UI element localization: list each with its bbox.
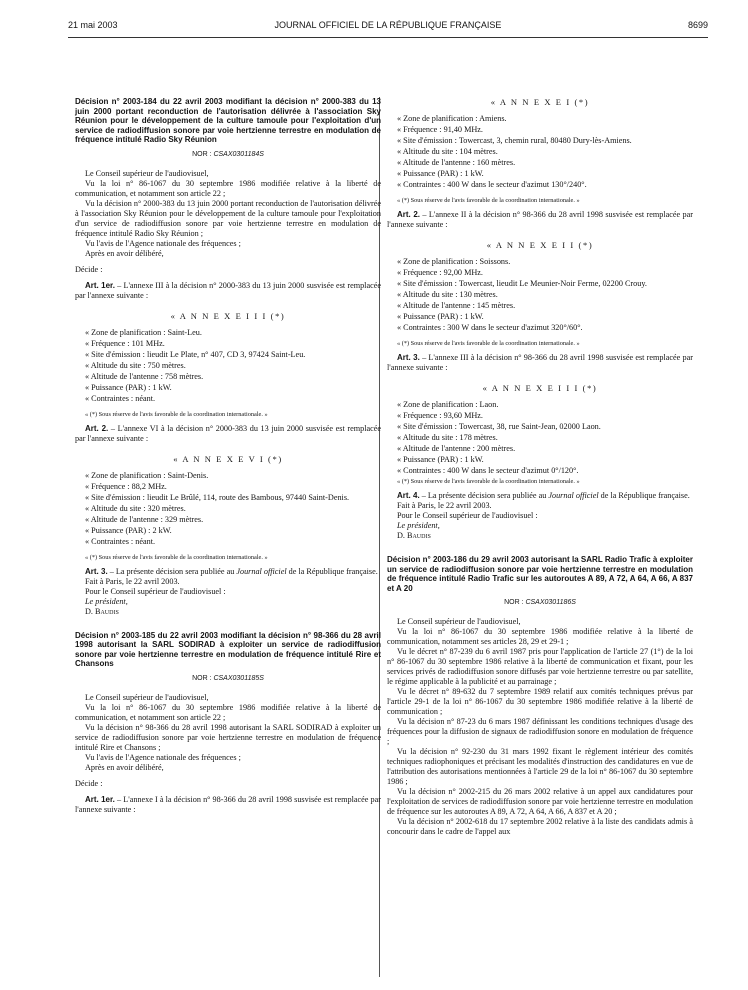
annex-item: « Altitude du site : 320 mètres.: [85, 503, 186, 513]
annex-item: « Altitude de l'antenne : 160 mètres.: [397, 158, 516, 167]
paragraph: Vu l'avis de l'Agence nationale des fréquences ;: [85, 752, 241, 762]
annex-item: « Altitude du site : 104 mètres.: [397, 147, 498, 156]
annex-title: « A N N E X E V I (*): [173, 453, 283, 464]
article-3: Art. 3. – L'annexe III à la décision n° 98-366 du 28 avril 1998 susvisée est remplacée par l'annexe suivante :: [387, 353, 693, 372]
annex-item: « Altitude de l'antenne : 758 mètres.: [85, 371, 204, 381]
paragraph: Après en avoir délibéré,: [85, 762, 164, 772]
paragraph: Vu la loi n° 86-1067 du 30 septembre 1986 modifiée relative à la liberté de communication, et notamment son article 22 ;: [75, 702, 381, 722]
annex-note: « (*) Sous réserve de l'avis favorable de la coordination internationale. »: [85, 410, 268, 418]
annex-item: « Fréquence : 92,00 MHz.: [397, 268, 483, 277]
annex-item: « Contraintes : 400 W dans le secteur d'azimut 0°/120°.: [397, 466, 579, 475]
article-3: Art. 3. – La présente décision sera publiée au Journal officiel de la République française.: [85, 566, 378, 576]
annex-item: « Fréquence : 93,60 MHz.: [397, 411, 483, 420]
annex-item: « Puissance (PAR) : 2 kW.: [85, 525, 172, 535]
annex-title: « A N N E X E I I I (*): [482, 383, 598, 393]
annex-item: « Zone de planification : Laon.: [397, 400, 499, 409]
annex-item: « Fréquence : 91,40 MHz.: [397, 125, 483, 134]
paragraph: Le Conseil supérieur de l'audiovisuel,: [85, 692, 209, 702]
annex-item: « Zone de planification : Soissons.: [397, 257, 511, 266]
signature-name: D. Baudis: [397, 531, 431, 540]
paragraph: Vu la loi n° 86-1067 du 30 septembre 1986 modifiée relative à la liberté de communication, notamment ses articles 28, 29 et 29-1 ;: [387, 627, 693, 646]
journal-title: JOURNAL OFFICIEL DE LA RÉPUBLIQUE FRANÇAISE: [274, 20, 502, 30]
annex-item: « Puissance (PAR) : 1 kW.: [397, 455, 484, 464]
annex-item: « Altitude de l'antenne : 145 mètres.: [397, 301, 516, 310]
signature-line: Pour le Conseil supérieur de l'audiovisuel :: [85, 586, 226, 596]
annex-note: « (*) Sous réserve de l'avis favorable de la coordination internationale. »: [85, 553, 268, 561]
done-at: Fait à Paris, le 22 avril 2003.: [85, 576, 180, 586]
header-rule: [68, 37, 708, 38]
annex-item: « Puissance (PAR) : 1 kW.: [397, 169, 484, 178]
decide-label: Décide :: [75, 264, 103, 274]
decide-label: Décide :: [75, 778, 103, 788]
page-number: 8699: [687, 20, 708, 30]
article-1: Art. 1er. – L'annexe I à la décision n° 98-366 du 28 avril 1998 susvisée est remplacée par l'annexe suivante :: [75, 794, 381, 814]
annex-item: « Fréquence : 101 MHz.: [85, 338, 165, 348]
signature-name: D. Baudis: [85, 606, 119, 616]
annex-item: « Zone de planification : Saint-Leu.: [85, 327, 202, 337]
decision-185-nor: NOR : CSAX0301185S: [192, 674, 264, 682]
paragraph: Vu la loi n° 86-1067 du 30 septembre 1986 modifiée relative à la liberté de communication, et notamment son article 22 ;: [75, 178, 381, 198]
annex-item: « Altitude de l'antenne : 329 mètres.: [85, 514, 204, 524]
decision-184-nor: NOR : CSAX0301184S: [192, 150, 264, 158]
annex-item: « Altitude de l'antenne : 200 mètres.: [397, 444, 516, 453]
annex-item: « Zone de planification : Amiens.: [397, 114, 507, 123]
done-at: Fait à Paris, le 22 avril 2003.: [397, 501, 492, 510]
page-header: [68, 20, 708, 34]
annex-item: « Site d'émission : Towercast, 38, rue Saint-Jean, 02000 Laon.: [397, 422, 601, 431]
paragraph: Vu la décision n° 2002-618 du 17 septembre 2002 relative à la liste des candidats admis à concourir dans le cadre de l'appel aux: [387, 817, 693, 836]
annex-item: « Site d'émission : Towercast, lieudit Le Meunier-Noir Ferme, 02200 Crouy.: [397, 279, 647, 288]
left-column: [75, 97, 381, 815]
annex-note: « (*) Sous réserve de l'avis favorable de la coordination internationale. »: [397, 340, 580, 347]
annex-item: « Altitude du site : 130 mètres.: [397, 290, 498, 299]
annex-item: « Fréquence : 88,2 MHz.: [85, 481, 167, 491]
signature-title: Le président,: [85, 596, 128, 606]
annex-item: « Altitude du site : 750 mètres.: [85, 360, 186, 370]
paragraph: Le Conseil supérieur de l'audiovisuel,: [397, 617, 521, 626]
annex-note: « (*) Sous réserve de l'avis favorable de la coordination internationale. »: [397, 478, 580, 485]
article-1: Art. 1er. – L'annexe III à la décision n° 2000-383 du 13 juin 2000 susvisée est remplacée par l'annexe suivante :: [75, 280, 381, 300]
paragraph: Vu la décision n° 92-230 du 31 mars 1992 fixant le règlement intérieur des comités techniques radiophoniques et précisant les modalités d'instruction des candidatures en vue de l'attribution des autorisations mentionnées à l'article 29 de la loi n° 86-1067 du 30 septembre 1986 ;: [387, 747, 693, 786]
annex-item: « Contraintes : néant.: [85, 393, 156, 403]
article-2: Art. 2. – L'annexe II à la décision n° 98-366 du 28 avril 1998 susvisée est remplacée par l'annexe suivante :: [387, 210, 694, 229]
annex-item: « Site d'émission : lieudit Le Brûlé, 114, route des Bambous, 97440 Saint-Denis.: [85, 492, 350, 502]
paragraph: Vu la décision n° 2000-383 du 13 juin 2000 portant reconduction de l'autorisation délivrée à l'association Sky Réunion pour le développement de la culture tamoule pour l'exploitation d'un service de radiodiffusion sonore par voie hertzienne terrestre en modulation de fréquence intitulé Radio Sky Réunion ;: [75, 198, 381, 238]
signature-line: Pour le Conseil supérieur de l'audiovisuel :: [397, 511, 538, 520]
annex-item: « Puissance (PAR) : 1 kW.: [397, 312, 484, 321]
decision-186-heading: Décision n° 2003-186 du 29 avril 2003 autorisant la SARL Radio Trafic à exploiter un service de radiodiffusion sonore par voie hertzienne terrestre en modulation de fréquence intitulé Radio Trafic sur les autoroutes A 89, A 72, A 64, A 66, A 837 et A 20: [387, 555, 693, 593]
paragraph: Vu la décision n° 87-23 du 6 mars 1987 définissant les conditions techniques d'usage des fréquences pour la diffusion de signaux de radiodiffusion sonore en modulation de fréquence ;: [387, 717, 693, 746]
annex-title: « A N N E X E I I I (*): [170, 310, 286, 321]
paragraph: Vu le décret n° 87-239 du 6 avril 1987 pris pour l'application de l'article 27 (1°) de la loi n° 86-1067 du 30 septembre 1986 relative à la liberté de communication et fixant, pour les services privés de radiodiffusion sonore diffusés par voie hertzienne terrestre ou par satellite, le régime applicable à la publicité et au parrainage ;: [387, 647, 693, 686]
annex-title: « A N N E X E I (*): [490, 97, 590, 107]
paragraph: Après en avoir délibéré,: [85, 248, 164, 258]
annex-title: « A N N E X E I I (*): [486, 240, 594, 250]
signature-title: Le président,: [397, 521, 440, 530]
paragraph: Le Conseil supérieur de l'audiovisuel,: [85, 168, 209, 178]
annex-item: « Zone de planification : Saint-Denis.: [85, 470, 209, 480]
paragraph: Vu le décret n° 89-632 du 7 septembre 1989 relatif aux comités techniques prévus par l'article 29-1 de la loi n° 86-1067 du 30 septembre 1986 modifiée relative à la liberté de communication ;: [387, 687, 693, 716]
annex-item: « Contraintes : néant.: [85, 536, 156, 546]
decision-185-heading: Décision n° 2003-185 du 22 avril 2003 modifiant la décision n° 98-366 du 28 avril 1998 autorisant la SARL SODIRAD à exploiter un service de radiodiffusion sonore par voie hertzienne terrestre en modulation de fréquence intitulé Rire et Chansons: [75, 630, 381, 668]
paragraph: Vu la décision n° 98-366 du 28 avril 1998 autorisant la SARL SODIRAD à exploiter un service de radiodiffusion sonore par voie hertzienne terrestre en modulation de fréquence intitulé Rire et Chansons ;: [75, 722, 381, 752]
article-4: Art. 4. – La présente décision sera publiée au Journal officiel de la République française.: [397, 491, 690, 500]
annex-item: « Site d'émission : lieudit Le Plate, n° 407, CD 3, 97424 Saint-Leu.: [85, 349, 306, 359]
annex-item: « Contraintes : 300 W dans le secteur d'azimut 320°/60°.: [397, 323, 583, 332]
paragraph: Vu l'avis de l'Agence nationale des fréquences ;: [85, 238, 241, 248]
annex-note: « (*) Sous réserve de l'avis favorable de la coordination internationale. »: [397, 197, 580, 204]
decision-186-nor: NOR : CSAX0301186S: [504, 599, 576, 606]
paragraph: Vu la décision n° 2002-215 du 26 mars 2002 relative à un appel aux candidatures pour l'exploitation de services de radiodiffusion sonore par voie hertzienne terrestre en modulation de fréquence sur les autoroutes A 89, A 72, A 64, A 66, A 837 et A 20 ;: [387, 787, 693, 816]
annex-item: « Site d'émission : Towercast, 3, chemin rural, 80480 Dury-lès-Amiens.: [397, 136, 632, 145]
decision-184-heading: Décision n° 2003-184 du 22 avril 2003 modifiant la décision n° 2000-383 du 13 juin 2000 portant reconduction de l'autorisation délivrée à l'association Sky Réunion pour le développement de la culture tamoule pour l'exploitation d'un service de radiodiffusion sonore par voie hertzienne terrestre en modulation de fréquence intitulé Radio Sky Réunion: [75, 97, 381, 144]
annex-item: « Puissance (PAR) : 1 kW.: [85, 382, 172, 392]
issue-date: 21 mai 2003: [68, 20, 118, 30]
annex-item: « Contraintes : 400 W dans le secteur d'azimut 130°/240°.: [397, 180, 587, 189]
right-column: [387, 97, 693, 837]
article-2: Art. 2. – L'annexe VI à la décision n° 2000-383 du 13 juin 2000 susvisée est remplacée par l'annexe suivante :: [75, 423, 382, 443]
annex-item: « Altitude du site : 178 mètres.: [397, 433, 498, 442]
